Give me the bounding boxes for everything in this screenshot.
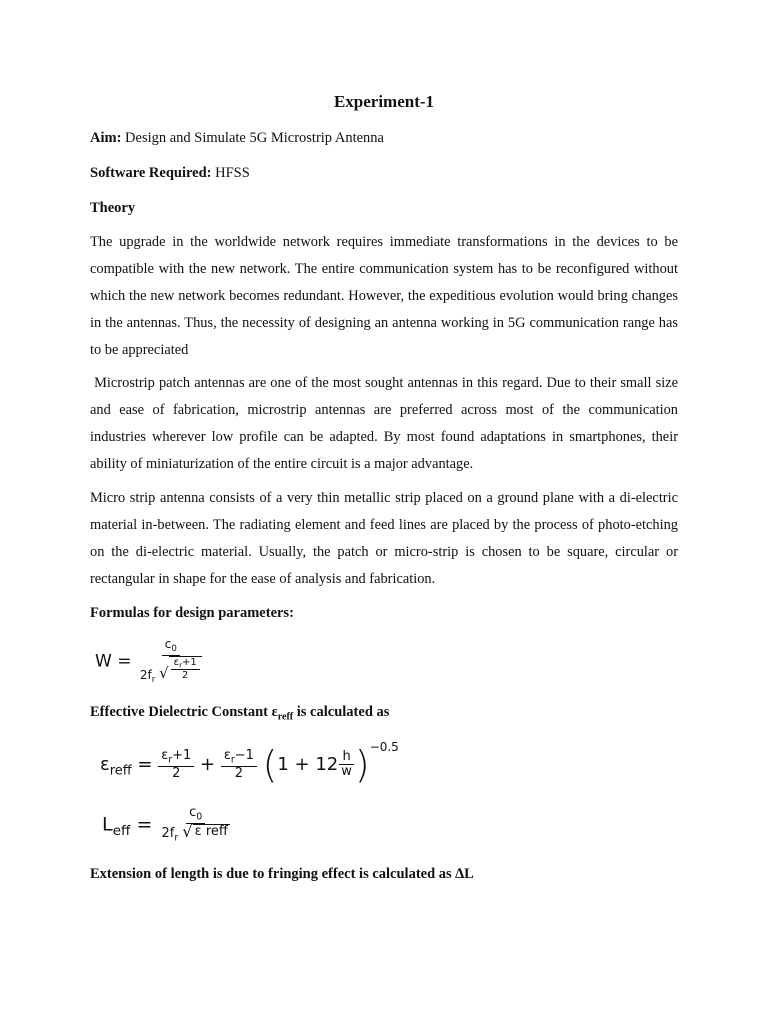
- theory-paragraph-1: The upgrade in the worldwide network requires immediate transformations in the devices to be compatible with the new network. The entire communication system has to be reconfigured without which the new network becomes redundant. However, the expeditious evolution would bring changes in the antennas. Thus, the necessity of designing an antenna working in 5G communication range has to be appreciated: [90, 234, 678, 358]
- software-label: Software Required:: [90, 165, 212, 181]
- software-text: HFSS: [211, 165, 250, 181]
- theory-paragraph-2: Microstrip patch antennas are one of the most sought antennas in this regard. Due to their small size and ease of fabrication, microstrip antennas are preferred across most of the communication industries wherever low profile can be adapted. By most found adaptations in smartphones, their ability of miniaturization of the entire circuit is a major advantage.: [90, 375, 682, 472]
- effective-dielectric-heading: Effective Dielectric Constant $\varepsilon_{reff}$ is calculated as: [90, 704, 390, 723]
- formula-effective-length: $L_{eff}$ = $c_0$ $2f_r$ √ ε reff: [102, 805, 228, 843]
- formulas-heading: Formulas for design parameters:: [90, 605, 294, 621]
- aim-line: [90, 130, 384, 147]
- theory-heading: Theory: [90, 200, 136, 216]
- software-line: [90, 165, 250, 182]
- page-title: Experiment-1: [333, 92, 435, 111]
- aim-text: Design and Simulate 5G Microstrip Antenna: [121, 130, 384, 146]
- aim-label: Aim:: [90, 130, 122, 146]
- formula-effective-dielectric: $\varepsilon_{reff}$ = $\frac{\varepsilon_r+1}{2}$ + $\frac{\varepsilon_r-1}{2}$ (1 + 12 $\frac{h}{w}$ )$^{-0.5}$: [100, 740, 399, 787]
- extension-heading: Extension of length is due to fringing effect is calculated as ∆L: [90, 866, 474, 882]
- theory-paragraph-3: Micro strip antenna consists of a very thin metallic strip placed on a ground plane with a di-electric material in-between. The radiating element and feed lines are placed by the process of photo-etching on the di-electric material. Usually, the patch or micro-strip is chosen to be square, circular or rectangular in shape for the ease of analysis and fabrication.: [90, 490, 678, 587]
- formula-width: W = $c_0$ $2f_r$ √ $\frac{\varepsilon_r+1}{2}$: [95, 638, 205, 685]
